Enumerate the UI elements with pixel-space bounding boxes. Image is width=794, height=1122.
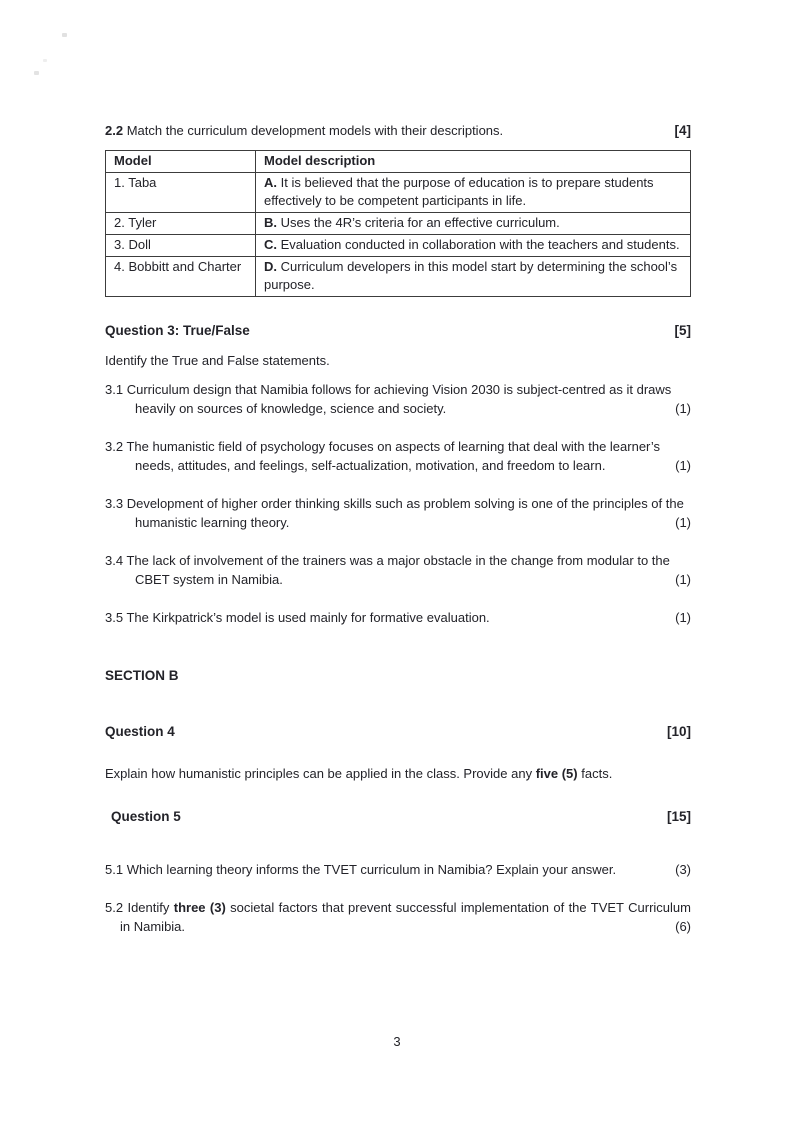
cell-description	[256, 173, 691, 213]
option-letter: A.	[264, 175, 277, 190]
item-marks: (1)	[675, 401, 691, 416]
item-paragraph	[105, 551, 691, 589]
item-marks: (6)	[675, 919, 691, 934]
table-row	[106, 257, 691, 297]
cell-description	[256, 257, 691, 297]
question-item-3-5	[105, 608, 691, 627]
table-row	[106, 213, 691, 235]
item-number: 5.1	[105, 862, 124, 877]
cell-model: 3. Doll	[106, 235, 256, 257]
text-prefix: Which learning theory informs the TVET curriculum in Namibia? Explain your answer.	[126, 862, 617, 877]
option-letter: D.	[264, 259, 277, 274]
option-letter: B.	[264, 215, 277, 230]
question-item-3-2	[105, 437, 691, 475]
item-text: The lack of involvement of the trainers was a major obstacle in the change from modular to the CBET system in Namibia.	[126, 553, 670, 587]
table-header-model: Model	[106, 151, 256, 173]
item-text: Development of higher order thinking skills such as problem solving is one of the principles of the humanistic learning theory.	[126, 496, 684, 530]
page-number: 3	[393, 1034, 401, 1049]
text-bold: three (3)	[173, 900, 226, 915]
marks-badge: [5]	[674, 323, 691, 338]
table-header-description: Model description	[256, 151, 691, 173]
question-4-heading	[105, 722, 691, 741]
item-number: 3.5	[105, 610, 124, 625]
question-item-5-1	[105, 860, 691, 879]
question-item-3-1	[105, 380, 691, 418]
option-text: Uses the 4R’s criteria for an effective curriculum.	[280, 215, 560, 230]
question-item-5-2	[105, 898, 691, 936]
item-paragraph	[105, 608, 691, 627]
marks-badge: [15]	[666, 809, 691, 824]
question-3-title: Question 3: True/False	[105, 323, 250, 338]
table-row	[106, 173, 691, 213]
exam-page-content	[105, 0, 691, 936]
question-5-title: Question 5	[111, 809, 181, 824]
scan-speck	[62, 33, 67, 37]
text-prefix: Explain how humanistic principles can be applied in the class. Provide any	[105, 766, 533, 781]
table-row	[106, 235, 691, 257]
question-2-2-text	[105, 121, 503, 140]
marks-badge: [4]	[674, 123, 691, 138]
table-header-row	[106, 151, 691, 173]
option-text: It is believed that the purpose of education is to prepare students effectively to be competent participants in life.	[264, 175, 654, 208]
scan-speck	[34, 71, 39, 75]
item-paragraph	[105, 437, 691, 475]
option-letter: C.	[264, 237, 277, 252]
item-marks: (1)	[675, 610, 691, 625]
text-prefix: Identify	[127, 900, 170, 915]
question-4-text	[105, 764, 691, 783]
text-suffix: societal factors that prevent successful implementation of the TVET Curriculum in Namibia.	[120, 900, 691, 934]
item-marks: (1)	[675, 572, 691, 587]
marks-badge: [10]	[666, 724, 691, 739]
item-number: 3.3	[105, 496, 124, 511]
text-bold: five (5)	[535, 766, 578, 781]
item-paragraph	[105, 898, 691, 936]
cell-model: 4. Bobbitt and Charter	[106, 257, 256, 297]
question-3-heading	[105, 321, 691, 340]
item-text: Curriculum design that Namibia follows for achieving Vision 2030 is subject-centred as it draws heavily on sources of knowledge, science and society.	[126, 382, 672, 416]
question-4-title: Question 4	[105, 724, 175, 739]
question-item-3-3	[105, 494, 691, 532]
question-item-3-4	[105, 551, 691, 589]
curriculum-models-table	[105, 150, 691, 297]
item-number: 3.2	[105, 439, 124, 454]
item-paragraph	[105, 860, 691, 879]
cell-model: 2. Tyler	[106, 213, 256, 235]
text-suffix: facts.	[581, 766, 613, 781]
item-text: Match the curriculum development models with their descriptions.	[126, 123, 504, 138]
option-text: Evaluation conducted in collaboration with the teachers and students.	[280, 237, 680, 252]
question-2-2-line	[105, 121, 691, 140]
item-marks: (1)	[675, 515, 691, 530]
item-paragraph	[105, 380, 691, 418]
scan-speck	[43, 59, 47, 62]
cell-description	[256, 213, 691, 235]
section-b-heading: SECTION B	[105, 668, 179, 683]
item-marks: (3)	[675, 862, 691, 877]
item-number: 5.2	[105, 900, 124, 915]
cell-description	[256, 235, 691, 257]
option-text: Curriculum developers in this model start by determining the school’s purpose.	[264, 259, 678, 292]
question-5-heading	[111, 807, 691, 826]
item-paragraph	[105, 494, 691, 532]
item-number: 2.2	[105, 123, 124, 138]
instruction-text: Identify the True and False statements.	[105, 353, 330, 368]
item-text: The humanistic field of psychology focuses on aspects of learning that deal with the learner’s needs, attitudes, and feelings, self-actualization, motivation, and freedom to learn.	[126, 439, 661, 473]
item-number: 3.1	[105, 382, 124, 397]
item-marks: (1)	[675, 458, 691, 473]
item-text: The Kirkpatrick’s model is used mainly for formative evaluation.	[126, 610, 490, 625]
cell-model: 1. Taba	[106, 173, 256, 213]
item-number: 3.4	[105, 553, 124, 568]
